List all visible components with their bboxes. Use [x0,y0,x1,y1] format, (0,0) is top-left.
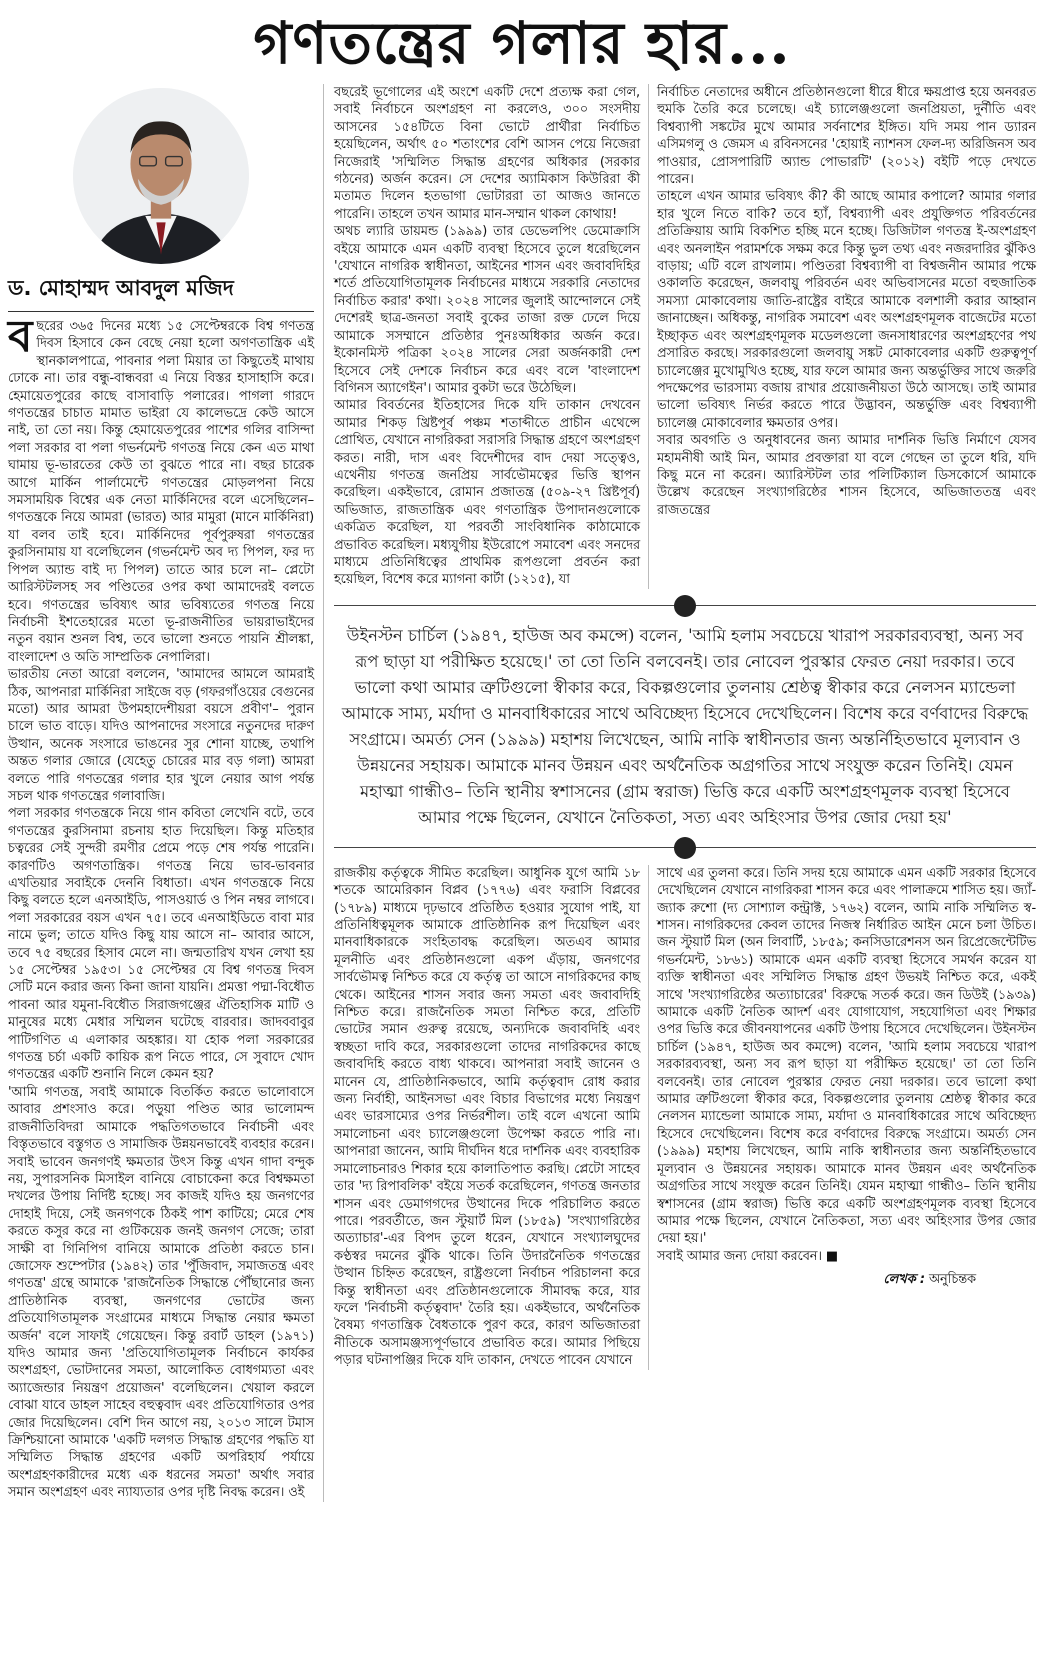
bottom-columns [334,865,1036,1370]
author-portrait-image [73,88,249,264]
paragraph: রাজকীয় কর্তৃত্বকে সীমিত করেছিল। আধুনিক যুগে আমি ১৮ শতকে আমেরিকান বিপ্লব (১৭৭৬) এবং ফরাসি বিপ্লবের (১৭৮৯) মাধ্যমে দৃঢ়ভাবে প্রতিষ্ঠিত হওয়ার সুযোগ পাই, যা প্রতিনিধিত্বমূলক আমাকে প্রাতিষ্ঠানিক রূপ দিয়েছিল এবং মানবাধিকারকে সংহিতাবদ্ধ করেছিল। অতএব আমার মূলনীতি এবং প্রতিষ্ঠানগুলো একপ এঁড়ায়, জনগণের সার্বভৌমত্ব নিশ্চিত করে যে কর্তৃত্ব তা আসে নাগরিকদের কাছ থেকে। আইনের শাসন সবার জন্য সমতা এবং জবাবদিহি নিশ্চিত করে। রাজনৈতিক সমতা নিশ্চিত করে, প্রতিটি ভোটের সমান গুরুত্ব রয়েছে, অন্যদিকে জবাবদিহি এবং স্বচ্ছতা দাবি করে, সরকারগুলো তাদের নাগরিকদের কাছে জবাবদিহি করতে বাধ্য থাকবে। আপনারা সবাই জানেন ও মানেন যে, প্রাতিষ্ঠানিকভাবে, আমি কর্তৃত্ববাদ রোধ করার জন্য নির্বাহী, আইনসভা এবং বিচার বিভাগের মধ্যে নিয়ন্ত্রণ এবং ভারসাম্যের ওপর নির্ভরশীল। তাই বলে এখনো আমি সমালোচনা এবং চ্যালেঞ্জগুলো উপেক্ষা করতে পারি না। আপনারা জানেন, আমি দীর্ঘদিন ধরে দার্শনিক এবং ব্যবহারিক সমালোচনারও শিকার হয়ে কালাতিপাত করছি। প্লেটো সাহেব তার 'দ্য রিপাবলিক' বইয়ে সতর্ক করেছিলেন, গণতন্ত্র জনতার শাসন এবং ডেমাগগদের উত্থানের দিকে পরিচালিত করতে পারে। পরবর্তীতে, জন স্টুয়ার্ট মিল (১৮৫৯) 'সংখ্যাগরিষ্ঠের অত্যাচার'-এর বিপদ তুলে ধরেন, যেখানে সংখ্যালঘুদের কণ্ঠস্বর দমনের ঝুঁকি থাকে। তিনি উদারনৈতিক গণতন্ত্রের উত্থান চিহ্নিত করেছেন, রাষ্ট্রগুলো নির্বাচন পরিচালনা করে কিন্তু স্বাধীনতা এবং প্রতিষ্ঠানগুলোকে সীমাবদ্ধ করে, যার ফলে 'নির্বাচনী কর্তৃত্ববাদ' তৈরি হয়। একইভাবে, অর্থনৈতিক বৈষম্য গণতান্ত্রিক বৈধতাকে পুরণ করে, কারণ অভিজাতরা নীতিকে অসামঞ্জস্যপূর্ণভাবে প্রভাবিত করে। আমার পিছিয়ে পড়ার ঘটনাপঞ্জির দিকে যদি তাকান, দেখতে পাবেন যেখানে [334,865,640,1369]
paragraph: ছরের ৩৬৫ দিনের মধ্যে ১৫ সেপ্টেম্বরকে বিশ্ব গণতন্ত্র দিবস হিসাবে কেন বেছে নেয়া হলো অগণতান্ত্রিক এই স্থানকালপাত্রে, পাবনার পলা মিয়ার তা কিছুতেই মাথায় ঢোকে না। তার বন্ধু-বান্ধবরা এ নিয়ে বিস্তর হাসাহাসি করে। হেমায়েতপুরের কাছে বাসাবাড়ি পলারের। পাগলা গারদে গণতন্ত্রের চাচাত মামাত ভাইরা যে কালেভদ্রে কেউ আসে নাই, তা তো নয়। কিন্তু হেমায়েতপুরের পাশের গলির বাসিন্দা পলা সরকার বা পলা গভর্নমেন্ট গণতন্ত্র নিয়ে কেন এত মাথা ঘামায় ভূ-ভারতের কেউ তা বুঝতে পারে না। বছর চারেক আগে মার্কিন পার্লামেন্টে গণতন্ত্রের মোড়লপনা নিয়ে সমসাময়িক বিশ্বের এক নেতা মার্কিনিদের বলে এসেছিলেন– গণতন্ত্রকে নিয়ে আমরা (ভারত) আর মামুরা (মানে মার্কিনিরা) যা বলব তাই হবে। মার্কিনিদের পূর্বপুরুষরা গণতন্ত্রের কুরসিনামায় যা বলেছিলেন (গভর্নমেন্ট অব দ্য পিপল, ফর দ্য পিপল অ্যান্ড বাই দ্য পিপল) তাতে আর চলে না– প্লেটো আরিস্টটলসহ সব পণ্ডিতের ওপর কথা আমাদেরই বলতে হবে। গণতন্ত্রের ভবিষ্যৎ আর ভবিষ্যতের গণতন্ত্র নিয়ে নির্বাচনী ইশতেহারের মতো ভূ-রাজনীতির ভায়রাভাইদের নতুন বয়ান শুনল বিশ্ব, তবে ভালো শুনতে পায়নি শ্রীলঙ্কা, বাংলাদেশ ও অতি সাম্প্রতিক নেপালিরা। [8,319,314,665]
author-byline: ড. মোহাম্মদ আবদুল মজিদ [8,276,234,300]
right-section [324,84,1036,1370]
author-note-label: লেখক : [883,1272,925,1288]
paragraph: 'আমি গণতন্ত্র, সবাই আমাকে বিতর্কিত করতে ভালোবাসে আবার প্রশংসাও করে। পড়ুয়া পণ্ডিত আর ভালোমন্দ রাজনীতিবিদরা আমাকে পদ্ধতিগতভাবে নির্বাচনী এবং বিস্তৃতভাবে বস্তুগত ও সামাজিক উন্নয়নভাবেই ব্যবহার করেন। সবাই ভাবেন জনগণই ক্ষমতার উৎস কিন্তু এখন গাদা বন্দুক নয়, সুপারসনিক মিসাইল বানিয়ে বোচাকেনা করে বিশ্বক্ষমতা দখলের উপায় নির্দিষ্ট হচ্ছে। সব কাজই যদিও হয় জনগণের দোহাই দিয়ে, সেই জনগণকে ঠিকই পাশ কাটিয়ে; মেরে শেষ করতে কসুর করে না গুটিকয়েক জনই জনগণ সেজে; তারা সাক্ষী বা গিনিপিগ বানিয়ে আমাকে প্রতিষ্ঠা করতে চান। জোসেফ শুম্পেটার (১৯৪২) তার 'পুঁজিবাদ, সমাজতন্ত্র এবং গণতন্ত্র' গ্রন্থে আমাকে 'রাজনৈতিক সিদ্ধান্তে পৌঁছানোর জন্য প্রাতিষ্ঠানিক ব্যবস্থা, জনগণের ভোটের জন্য প্রতিযোগিতামূলক সংগ্রামের মাধ্যমে সিদ্ধান্ত নেয়ার ক্ষমতা অর্জন' বলে সাফাই গেয়েছেন। কিন্তু রবার্ট ডাহল (১৯৭১) যদিও আমার জন্য 'প্রতিযোগিতামূলক নির্বাচনে কার্যকর অংশগ্রহণ, ভোটদানের সমতা, আলোকিত বোধগম্যতা এবং অ্যাজেন্ডার নিয়ন্ত্রণ প্রয়োজন' বলেছিলেন। খেয়াল করলে বোঝা যাবে ডাহল সাহেব বহুত্ববাদ এবং প্রতিযোগিতার ওপর জোর দিয়েছিলেন। বেশি দিন আগে নয়, ২০১৩ সালে টমাস ক্রিশ্চিয়ানো আমাকে 'একটি দলগত সিদ্ধান্ত গ্রহণের পদ্ধতি যা সম্মিলিত সিদ্ধান্ত গ্রহণের একটি অপরিহার্য পর্যায়ে অংশগ্রহণকারীদের মধ্যে এক ধরনের সমতা' অর্থাৎ সবার সমান অংশগ্রহণ এবং ন্যায্যতার ওপর দৃষ্টি নিবদ্ধ করেন। ওই [8,1084,314,1501]
article-column-2-top [334,84,649,589]
author-note [657,1265,1036,1292]
article-column-3-bottom [649,865,1036,1293]
drop-cap: ব [8,311,33,362]
bullet-ornament-icon [674,837,696,859]
paragraph: সবার অবগতি ও অনুধাবনের জন্য আমার দার্শনিক ভিত্তি নির্মাণে যেসব মহামনীষী আই মিন, আমার প্রবক্তারা যা বলে গেছেন তা তুলে ধরি, যদি কিছু মনে না করেন। অ্যারিস্টটল তার পলিটিক্যাল ডিসকোর্সে আমাকে উল্লেখ করেছেন সংখ্যাগরিষ্ঠের শাসন হিসেবে, অভিজাততন্ত্র এবং রাজতন্ত্রের [657,433,1036,518]
byline-divider [8,311,314,312]
paragraph: সাথে এর তুলনা করে। তিনি সদয় হয়ে আমাকে এমন একটি সরকার হিসেবে দেখেছিলেন যেখানে নাগরিকরা শাসন করে এবং পালাক্রমে শাসিত হয়। জ্যাঁ-জ্যাক রুশো (দ্য সোশ্যাল কন্ট্রাক্ট, ১৭৬২) বলেন, আমি নাকি সম্মিলিত স্ব-শাসন। নাগরিকদের কেবল তাদের নিজস্ব নির্ধারিত আইন মেনে চলা উচিত। জন স্টুয়ার্ট মিল (অন লিবার্টি, ১৮৫৯; কনসিডারেশনস অন রিপ্রেজেন্টেটিভ গভর্নমেন্ট, ১৮৬১) আমাকে এমন একটি ব্যবস্থা হিসেবে সমর্থন করেন যা ব্যক্তি স্বাধীনতা এবং সম্মিলিত সিদ্ধান্ত গ্রহণ উভয়ই নিশ্চিত করে, একই সাথে 'সংখ্যাগরিষ্ঠের অত্যাচারের' বিরুদ্ধে সতর্ক করে। জন ডিউই (১৯৩৯) আমাকে একটি নৈতিক আদর্শ এবং যোগাযোগ, সহযোগিতা এবং শিক্ষার ওপর ভিত্তি করে জীবনযাপনের একটি উপায় হিসেবে দেখেছিলেন। উইনস্টন চার্চিল (১৯৪৭, হাউজ অব কমন্সে) বলেন, 'আমি হলাম সবচেয়ে খারাপ সরকারব্যবস্থা, অন্য সব রূপ ছাড়া যা পরীক্ষিত হয়েছে।' তা তো তিনি বলবেনই। তার নোবেল পুরস্কার ফেরত নেয়া দরকার। তবে ভালো কথা আমার ত্রুটিগুলো স্বীকার করে, বিকল্পগুলোর তুলনায় শ্রেষ্ঠত্ব স্বীকার করে নেলসন ম্যান্ডেলা আমাকে সাম্য, মর্যাদা ও মানবাধিকারের সাথে অবিচ্ছেদ্য হিসেবে দেখেছিলেন। বিশেষ করে বর্ণবাদের বিরুদ্ধে সংগ্রামে। অমর্ত্য সেন (১৯৯৯) মহাশয় লিখেছেন, আমি নাকি স্বাধীনতার জন্য অন্তর্নিহিতভাবে মূল্যবান ও উন্নয়নের সহায়ক। আমাকে মানব উন্নয়ন এবং অর্থনৈতিক অগ্রগতির সাথে সংযুক্ত করেন তিনিই। যেমন মহাত্মা গান্ধীও– তিনি স্থানীয় স্বশাসনের (গ্রাম স্বরাজ) ভিত্তি করে একটি অংশগ্রহণমূলক ব্যবস্থা হিসেবে আমার পক্ষে ছিলেন, যেখানে নৈতিকতা, সত্য এবং অহিংসার উপর জোর দেয়া হয়।' [657,865,1036,1247]
top-columns [334,84,1036,589]
paragraph: তাহলে এখন আমার ভবিষ্যৎ কী? কী আছে আমার কপালে? আমার গলার হার খুলে নিতে বাকি? তবে হ্যাঁ, বিশ্বব্যাপী এবং প্রযুক্তিগত পরিবর্তনের প্রতিক্রিয়ায় আমি বিকশিত হচ্ছি মনে হচ্ছে। ডিজিটাল গণতন্ত্র ই-অংশগ্রহণ এবং অনলাইন পরামর্শকে সক্ষম করে কিন্তু ভুল তথ্য এবং নজরদারির ঝুঁকিও বাড়ায়; এটি বলে রাখলাম। পণ্ডিতরা বিশ্বব্যাপী বা বিশ্বজনীন আমার পক্ষে ওকালতি করেছেন, জলবায়ু পরিবর্তন এবং অভিবাসনের মতো বহুজাতিক সমস্যা মোকাবেলায় জাতি-রাষ্ট্রের বাইরে আমাকে বলশালী করার আহ্বান জানাচ্ছেন। অধিকন্তু, নাগরিক সমাবেশ এবং অংশগ্রহণমূলক বাজেটের মতো ইচ্ছাকৃত এবং অংশগ্রহণমূলক মডেলগুলো জনসাধারণের অংশগ্রহণের পথ প্রসারিত করছে। সরকারগুলো জলবায়ু সঙ্কট মোকাবেলার একটি গুরুত্বপূর্ণ চ্যালেঞ্জের মুখোমুখিও হচ্ছে, যার ফলে আমার জন্য অন্তর্ভুক্তির সাথে জরুরি পদক্ষেপের ভারসাম্য বজায় রাখার প্রয়োজনীয়তা উঠে আসছে। তাই আমার ভালো ভবিষ্যৎ নির্ভর করতে পারে উদ্ভাবন, অন্তর্ভুক্তি এবং বিশ্বব্যাপী চ্যালেঞ্জ মোকাবেলার ক্ষমতার ওপর। [657,189,1036,431]
author-note-value: অনুচিন্তক [928,1272,976,1288]
pull-quote-divider-bottom [334,837,1036,859]
article-column-2-bottom [334,865,649,1370]
paragraph: ভারতীয় নেতা আরো বললেন, 'আমাদের আমলে আমরাই ঠিক, আপনারা মার্কিনিরা সাইজে বড় (গফরগাঁওয়ের বেগুনের মতো) আর আমরা উপমহাদেশীয়রা বয়সে প্রবীণ'– পুরান চালে ভাত বাড়ে। যদিও আপনাদের সংসারে নতুনদের দারুণ উত্থান, অনেক সংসারে ভাঙনের সুর শোনা যাচ্ছে, তথাপি অন্তত গলার জোরে (যেহেতু চোরের মার বড় গলা) আমরা বলতে পারি গণতন্ত্রের গলার হার খুলে নেয়ার আগ পর্যন্ত সচল থাক গণতন্ত্রের গলাবাজি। [8,667,314,804]
paragraph: নির্বাচিত নেতাদের অধীনে প্রতিষ্ঠানগুলো ধীরে ধীরে ক্ষয়প্রাপ্ত হয়ে অনবরত হুমকি তৈরি করে চলেছে। এই চ্যালেঞ্জগুলো জনপ্রিয়তা, দুর্নীতি এবং বিশ্বব্যাপী সঙ্কটের মুখে আমার সর্বনাশের ইঙ্গিত। যদি সময় পান ড্যারন এসিমগলু ও জেমস এ রবিনসনের 'হোয়াই ন্যাশনস ফেল-দ্য অরিজিনস অব পাওয়ার, প্রোসপারিটি অ্যান্ড পোভারটি' (২০১২) বইটি পড়ে দেখতে পারেন। [657,85,1036,188]
headline: গণতন্ত্রের গলার হার... [253,9,791,77]
article-column-1 [8,311,314,1502]
article-column-3-top [649,84,1036,519]
pull-quote: উইনস্টন চার্চিল (১৯৪৭, হাউজ অব কমন্সে) বলেন, 'আমি হলাম সবচেয়ে খারাপ সরকারব্যবস্থা, অন্য সব রূপ ছাড়া যা পরীক্ষিত হয়েছে।' তা তো তিনি বলবেনই। তার নোবেল পুরস্কার ফেরত নেয়া দরকার। তবে ভালো কথা আমার ত্রুটিগুলো স্বীকার করে, বিকল্পগুলোর তুলনায় শ্রেষ্ঠত্ব স্বীকার করে নেলসন ম্যান্ডেলা আমাকে সাম্য, মর্যাদা ও মানবাধিকারের সাথে অবিচ্ছেদ্য হিসেবে দেখেছিলেন। বিশেষ করে বর্ণবাদের বিরুদ্ধে সংগ্রামে। অমর্ত্য সেন (১৯৯৯) মহাশয় লিখেছেন, আমি নাকি স্বাধীনতার জন্য অন্তর্নিহিতভাবে মূল্যবান ও উন্নয়নের সহায়ক। আমাকে মানব উন্নয়ন এবং অর্থনৈতিক অগ্রগতির সাথে সংযুক্ত করেন তিনিই। যেমন মহাত্মা গান্ধীও– তিনি স্থানীয় স্বশাসনের (গ্রাম স্বরাজ) ভিত্তি করে একটি অংশগ্রহণমূলক ব্যবস্থা হিসেবে আমার পক্ষে ছিলেন, যেখানে নৈতিকতা, সত্য এবং অহিংসার উপর জোর দেয়া হয়' [341,625,1029,827]
author-photo [73,88,249,264]
left-column [8,84,324,1502]
closing-line: সবাই আমার জন্য দোয়া করবেন। ■ [657,1248,839,1264]
paragraph: অথচ ল্যারি ডায়মন্ড (১৯৯৯) তার ডেভেলপিং ডেমোক্রাসি বইয়ে আমাকে এমন একটি ব্যবস্থা হিসেবে তুলে ধরেছিলেন 'যেখানে নাগরিক স্বাধীনতা, আইনের শাসন এবং জবাবদিহির শর্তে প্রতিযোগিতামূলক নির্বাচনের মাধ্যমে সরকারি নেতাদের নির্বাচিত করার' কথা। ২০২৪ সালের জুলাই আন্দোলনে সেই দেশেরই ছাত্র-জনতা সবাই বুকের তাজা রক্ত ঢেলে দিয়ে আমাকে সসম্মানে প্রতিষ্ঠার পুনঃঅধিকার অর্জন করে। ইকোনমিস্ট পত্রিকা ২০২৪ সালের সেরা অর্জনকারী দেশ হিসেবে সেই দেশকে নির্বাচন করে এবং বলে 'বাংলাদেশ বিগিনস অ্যাগেইন'। আমার বুকটা ভরে উঠেছিল। [334,224,640,396]
paragraph: আমার বিবর্তনের ইতিহাসের দিকে যদি তাকান দেখবেন আমার শিকড় খ্রিষ্টপূর্ব পঞ্চম শতাব্দীতে প্রাচীন এথেন্সে প্রোথিত, যেখানে নাগরিকরা সরাসরি সিদ্ধান্ত গ্রহণে অংশগ্রহণ করত। নারী, দাস এবং বিদেশীদের বাদ দেয়া সত্ত্বেও, এথেনীয় গণতন্ত্র জনপ্রিয় সার্বভৌমত্বের ভিত্তি স্থাপন করেছিল। একইভাবে, রোমান প্রজাতন্ত্র (৫০৯-২৭ খ্রিষ্টপূর্ব) অভিজাত, রাজতান্ত্রিক এবং গণতান্ত্রিক উপাদানগুলোকে একত্রিত করেছিল, যা পরবর্তী সাংবিধানিক কাঠামোকে প্রভাবিত করেছিল। মধ্যযুগীয় ইউরোপে সমাবেশ এবং সনদের মাধ্যমে প্রতিনিধিত্বের প্রাথমিক রূপগুলো প্রবর্তন করা হয়েছিল, বিশেষ করে ম্যাগনা কার্টা (১২১৫), যা [334,398,640,588]
paragraph: পলা সরকার গণতন্ত্রকে নিয়ে গান কবিতা লেখেনি বটে, তবে গণতন্ত্রের কুরসিনামা রচনায় হাত দিয়েছিল। কিন্তু মতিহার চত্বরের সেই সুন্দরী রমণীর প্রেমে পড়ে শেষ পর্যন্ত পারেনি। কারণটিও অগণতান্ত্রিক। গণতন্ত্র নিয়ে ভাব-ভাবনার এখতিয়ার সবাইকে দেননি বিধাতা। এখন গণতন্ত্রকে নিয়ে কিছু বলতে হলে এনআইডি, পাসওয়ার্ড ও পিন নম্বর লাগবে। পলা সরকারের বয়স এখন ৭৫। তবে এনআইডিতে বাবা মার নামে ভুল; তাতে যদিও কিছু যায় আসে না– আবার আসে, তবে ৭৫ বছরের হিসাব মেলে না। জন্মতারিখ যখন লেখা হয় ১৫ সেপ্টেম্বর ১৯৫৩। ১৫ সেপ্টেম্বর যে বিশ্ব গণতন্ত্র দিবস সেটি মনে করার জন্য কিনা জানা যায়নি। প্রমত্তা পদ্মা-বিধৌত পাবনা আর যমুনা-বিধৌত সিরাজগঞ্জের ঐতিহাসিক মাটি ও মানুষের মধ্যে মেধার সম্মিলন ঘটেছে বারবার। জাদববাবুর পাটিগণিত এ এলাকার অহঙ্কার। যা হোক পলা সরকারের গণতন্ত্র চর্চা একটি কায়িক রূপ নিতে পারে, সে সুবাদে খোদ গণতন্ত্রের একটি শুনানি নিলে কেমন হয়? [8,806,314,1083]
bullet-ornament-icon [674,595,696,617]
paragraph: বছরেই ভূগোলের এই অংশে একটি দেশে প্রত্যক্ষ করা গেল, সবাই নির্বাচনে অংশগ্রহণ না করলেও, ৩০০ সংসদীয় আসনের ১৫৪টিতে বিনা ভোটে প্রার্থীরা নির্বাচিত হয়েছিলেন, অর্থাৎ ৫০ শতাংশের বেশি আসন পেয়ে নিজেরা নিজেরাই 'সম্মিলিত সিদ্ধান্ত গ্রহণের অধিকার (সরকার গঠনের) অর্জন করেন। সে দেশের অ্যামিকাস কিউরিরা কী মতামত দিলেন হতভাগা ভোটাররা তা আজও জানতে পারেনি। তাহলে তখন আমার মান-সম্মান থাকল কোথায়! [334,85,640,222]
pull-quote-divider-top [334,595,1036,617]
article-body [0,80,1044,1502]
